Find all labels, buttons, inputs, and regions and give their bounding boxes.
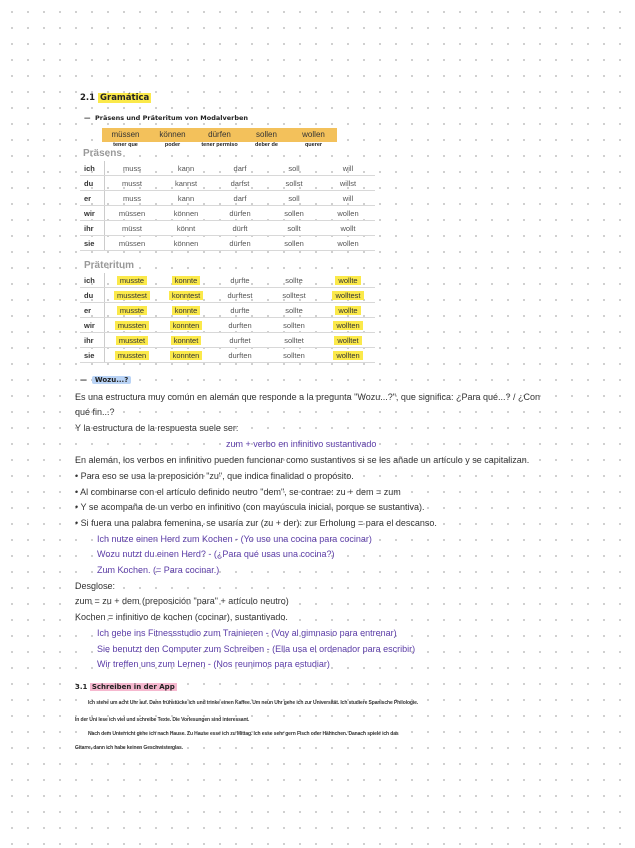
verb-form-cell: müssen bbox=[105, 206, 160, 221]
verb-form-cell bbox=[105, 273, 160, 288]
verb-form-cell bbox=[105, 348, 160, 363]
verb-translation: deber de bbox=[255, 142, 278, 148]
highlighted-form: musste bbox=[117, 306, 147, 315]
verb-form-cell: soll bbox=[267, 191, 321, 206]
verb-form-cell: sollten bbox=[267, 348, 321, 363]
example-line: Zum Kochen. (= Para cocinar.) bbox=[97, 565, 220, 575]
handwritten-line: Ich stehe um acht Uhr auf. Dann frühstücke ich und trinke einen Kaffee. Um neun Uhr gehe ich zur Universität. Ich studiere Spanische Philologie. bbox=[88, 700, 419, 706]
handwritten-line: Nach dem Unterricht gehe ich nach Hause. Zu Hause esse ich zu Mittag. Ich esse sehr gern Fisch oder Hähnchen. Danach spiele ich das bbox=[88, 731, 399, 737]
verb-form-cell: solltet bbox=[267, 333, 321, 348]
verb-form-cell: darfst bbox=[213, 176, 267, 191]
pronoun-cell: er bbox=[80, 303, 105, 318]
verb-form-cell: durfte bbox=[213, 303, 267, 318]
handwritten-line: In der Uni lese ich viel und schreibe Texte. Die Vorlesungen sind interessant. bbox=[75, 717, 250, 723]
wozu-heading: — Wozu...? bbox=[80, 376, 131, 384]
praesens-table bbox=[80, 161, 375, 251]
example-line: Ich gehe ins Fitnessstudio zum Trainieren - (Voy al gimnasio para entrenar) bbox=[97, 628, 397, 638]
verb-form-cell: können bbox=[159, 206, 213, 221]
verb-form-cell bbox=[105, 333, 160, 348]
verb-form-cell: sollst bbox=[267, 176, 321, 191]
conjugation-row bbox=[80, 288, 375, 303]
highlighted-form: musste bbox=[117, 276, 147, 285]
verb-form-cell: will bbox=[321, 191, 375, 206]
pronoun-cell: wir bbox=[80, 318, 105, 333]
verb-translation: tener permiso bbox=[201, 142, 238, 148]
text-line: Kochen = infinitivo de kochen (cocinar), sustantivado. bbox=[75, 612, 288, 622]
conjugation-row bbox=[80, 348, 375, 363]
conjugation-row bbox=[80, 191, 375, 206]
verb-translation: querer bbox=[304, 142, 323, 148]
verb-form-cell: müsst bbox=[105, 221, 160, 236]
pronoun-cell: ich bbox=[80, 273, 105, 288]
example-line: Wozu nutzt du einen Herd? - (¿Para qué usas una cocina?) bbox=[97, 549, 335, 559]
verb-form-cell bbox=[105, 303, 160, 318]
verb-form-cell: muss bbox=[105, 191, 160, 206]
highlighted-form: wollten bbox=[333, 351, 362, 360]
highlighted-form: konnte bbox=[172, 306, 201, 315]
verb-form-cell bbox=[321, 348, 375, 363]
conjugation-row bbox=[80, 206, 375, 221]
pronoun-cell: ihr bbox=[80, 221, 105, 236]
verb-form-cell: muss bbox=[105, 161, 160, 176]
pronoun-cell: sie bbox=[80, 236, 105, 251]
text-line: qué fin...? bbox=[75, 407, 115, 417]
highlighted-form: konntest bbox=[169, 291, 203, 300]
verb-form-cell bbox=[321, 303, 375, 318]
verb-form-cell bbox=[159, 273, 213, 288]
pronoun-cell: du bbox=[80, 288, 105, 303]
verb-form-cell: darf bbox=[213, 191, 267, 206]
verb-form-cell: durftet bbox=[213, 333, 267, 348]
verb-form-cell: kannst bbox=[159, 176, 213, 191]
verb-form-cell: musst bbox=[105, 176, 160, 191]
verb-form-cell: darf bbox=[213, 161, 267, 176]
text-line: En alemán, los verbos en infinitivo pueden funcionar como sustantivos si se les añade un artículo y se capitalizan. bbox=[75, 455, 530, 465]
verb-form-cell: solltest bbox=[267, 288, 321, 303]
verb-form-cell bbox=[105, 288, 160, 303]
verb-form-cell: dürfen bbox=[213, 206, 267, 221]
section-heading-grammar: 2.1 Gramática bbox=[80, 93, 150, 103]
conjugation-row bbox=[80, 236, 375, 251]
highlighted-form: konnten bbox=[170, 351, 203, 360]
pronoun-cell: er bbox=[80, 191, 105, 206]
verb-form-cell: sollte bbox=[267, 273, 321, 288]
praeteritum-table bbox=[80, 273, 375, 363]
conjugation-row bbox=[80, 176, 375, 191]
handwritten-line: Gitarre, dann ich habe keinen Geschwisterglas. bbox=[75, 745, 183, 751]
verb-form-cell: wollen bbox=[321, 236, 375, 251]
verb-form-cell: dürft bbox=[213, 221, 267, 236]
verb-form-cell: dürfen bbox=[213, 236, 267, 251]
bullet-item: • Para eso se usa la preposición "zu", que indica finalidad o propósito. bbox=[75, 471, 354, 481]
section-heading-writing: 3.1 Schreiben in der App bbox=[75, 683, 175, 691]
praesens-label: Präsens bbox=[83, 148, 122, 159]
conjugation-row bbox=[80, 303, 375, 318]
verb-form-cell bbox=[105, 318, 160, 333]
verb-form-cell: sollten bbox=[267, 318, 321, 333]
formula-line: zum + verbo en infinitivo sustantivado bbox=[226, 439, 377, 449]
highlighted-form: mussten bbox=[115, 351, 149, 360]
verb-form-cell: sollen bbox=[267, 206, 321, 221]
translations-row bbox=[102, 142, 337, 148]
highlighted-form: konnten bbox=[170, 321, 203, 330]
highlighted-form: musstet bbox=[116, 336, 148, 345]
verb-form-cell: soll bbox=[267, 161, 321, 176]
verb-form-cell bbox=[321, 333, 375, 348]
verb-translation: poder bbox=[164, 142, 181, 148]
conjugation-row bbox=[80, 333, 375, 348]
highlighted-form: musstest bbox=[114, 291, 150, 300]
verb-form-cell: können bbox=[159, 236, 213, 251]
verb-form-cell: sollt bbox=[267, 221, 321, 236]
conjugation-row bbox=[80, 221, 375, 236]
verb-header: sollen bbox=[243, 128, 290, 142]
verb-form-cell: will bbox=[321, 161, 375, 176]
highlighted-form: wollte bbox=[335, 306, 360, 315]
verb-form-cell: durfte bbox=[213, 273, 267, 288]
verb-form-cell: wollt bbox=[321, 221, 375, 236]
verb-header: können bbox=[149, 128, 196, 142]
highlighted-form: wolltet bbox=[334, 336, 361, 345]
highlighted-form: konnte bbox=[172, 276, 201, 285]
verb-form-cell bbox=[321, 273, 375, 288]
verb-form-cell bbox=[159, 348, 213, 363]
highlighted-form: wollte bbox=[335, 276, 360, 285]
verb-form-cell: sollte bbox=[267, 303, 321, 318]
pronoun-cell: ihr bbox=[80, 333, 105, 348]
highlighted-form: wolltest bbox=[332, 291, 363, 300]
verb-form-cell: müssen bbox=[105, 236, 160, 251]
verb-form-cell: könnt bbox=[159, 221, 213, 236]
bullet-item: • Si fuera una palabra femenina, se usaría zur (zu + der): zur Erholung = para el descanso. bbox=[75, 518, 437, 528]
verb-form-cell: kann bbox=[159, 161, 213, 176]
conjugation-row bbox=[80, 318, 375, 333]
verb-form-cell bbox=[159, 288, 213, 303]
text-line: Y la estructura de la respuesta suele ser: bbox=[75, 423, 239, 433]
verb-form-cell: willst bbox=[321, 176, 375, 191]
verb-header: dürfen bbox=[196, 128, 243, 142]
pronoun-cell: ich bbox=[80, 161, 105, 176]
pronoun-cell: sie bbox=[80, 348, 105, 363]
pronoun-cell: wir bbox=[80, 206, 105, 221]
conjugation-row bbox=[80, 273, 375, 288]
verb-form-cell: durften bbox=[213, 348, 267, 363]
example-line: Ich nutze einen Herd zum Kochen - (Yo uso una cocina para cocinar) bbox=[97, 534, 372, 544]
highlighted-form: konntet bbox=[171, 336, 202, 345]
pronoun-cell: du bbox=[80, 176, 105, 191]
verb-form-cell: kann bbox=[159, 191, 213, 206]
verb-form-cell: sollen bbox=[267, 236, 321, 251]
verb-form-cell bbox=[321, 288, 375, 303]
bullet-item: • Al combinarse con el artículo definido neutro "dem", se contrae: zu + dem = zum bbox=[75, 487, 401, 497]
verb-form-cell: wollen bbox=[321, 206, 375, 221]
example-line: Wir treffen uns zum Lernen - (Nos reunimos para estudiar) bbox=[97, 659, 330, 669]
verb-translation: tener que bbox=[113, 142, 138, 148]
verb-form-cell bbox=[321, 318, 375, 333]
verb-form-cell: durftest bbox=[213, 288, 267, 303]
conjugation-row bbox=[80, 161, 375, 176]
text-line: Desglose: bbox=[75, 581, 116, 591]
verb-header: wollen bbox=[290, 128, 337, 142]
verbs-header-row bbox=[102, 128, 337, 142]
text-line: zum = zu + dem (preposición "para" + artículo neutro) bbox=[75, 596, 289, 606]
text-line: Es una estructura muy común en alemán que responde a la pregunta "Wozu...?", que significa: ¿Para qué...? / ¿Con bbox=[75, 392, 540, 402]
verb-form-cell bbox=[159, 303, 213, 318]
highlighted-form: wollten bbox=[333, 321, 362, 330]
verb-form-cell: durften bbox=[213, 318, 267, 333]
verb-form-cell bbox=[159, 318, 213, 333]
modal-verbs-heading: — Präsens und Präteritum von Modalverben bbox=[84, 114, 249, 122]
highlighted-form: mussten bbox=[115, 321, 149, 330]
verb-header: müssen bbox=[102, 128, 149, 142]
example-line: Sie benutzt den Computer zum Schreiben - (Ella usa el ordenador para escribir) bbox=[97, 644, 416, 654]
bullet-item: • Y se acompaña de un verbo en infinitivo (con mayúscula inicial, porque se sustantiva). bbox=[75, 502, 425, 512]
praeteritum-label: Präteritum bbox=[84, 260, 135, 271]
verb-form-cell bbox=[159, 333, 213, 348]
